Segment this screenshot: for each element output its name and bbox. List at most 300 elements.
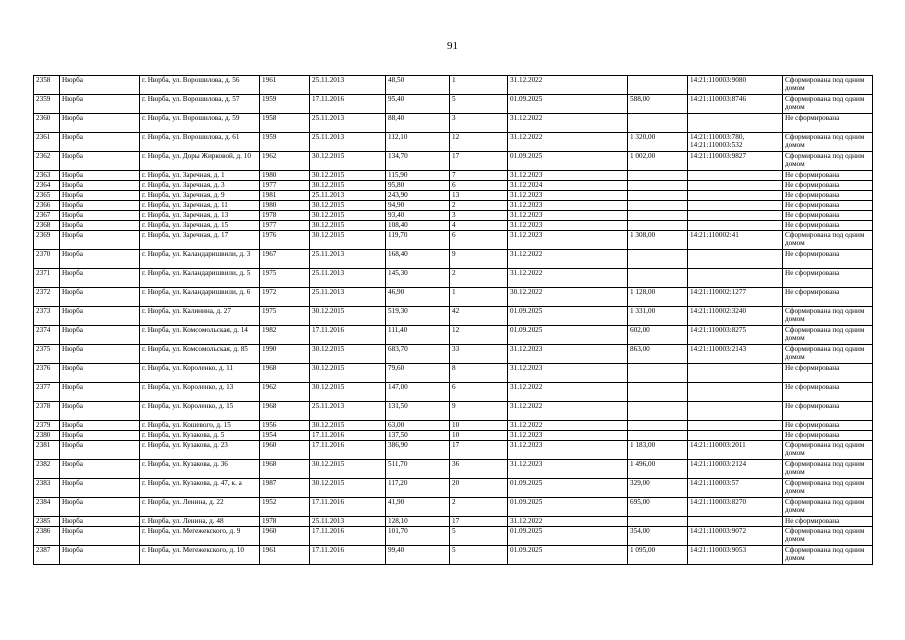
inclusion-date-cell: 25.11.2013	[310, 76, 386, 95]
land-status-cell: Не сформирована	[783, 364, 873, 383]
inclusion-date-cell: 25.11.2013	[310, 114, 386, 133]
cadastral-number-cell	[688, 114, 783, 133]
row-number-cell: 2385	[34, 517, 60, 527]
build-year-cell: 1987	[260, 479, 310, 498]
table-row	[34, 326, 873, 345]
inclusion-date-cell: 30.12.2015	[310, 171, 386, 181]
residents-cell: 1	[450, 288, 508, 307]
build-year-cell: 1977	[260, 221, 310, 231]
row-number-cell: 2386	[34, 527, 60, 546]
cadastral-number-cell	[688, 250, 783, 269]
land-status-cell: Сформирована под одним домом	[783, 307, 873, 326]
inclusion-date-cell: 30.12.2015	[310, 383, 386, 402]
address-cell: г. Нюрба, ул. Заречная, д. 13	[140, 211, 260, 221]
amount-cell: 1 002,00	[628, 152, 688, 171]
inclusion-date-cell: 30.12.2015	[310, 421, 386, 431]
build-year-cell: 1968	[260, 460, 310, 479]
residents-cell: 12	[450, 326, 508, 345]
deadline-cell: 31.12.2024	[508, 181, 628, 191]
table-row	[34, 431, 873, 441]
address-cell: г. Нюрба, ул. Заречная, д. 11	[140, 201, 260, 211]
land-status-cell: Не сформирована	[783, 421, 873, 431]
address-cell: г. Нюрба, ул. Ворошилова, д. 59	[140, 114, 260, 133]
area-cell: 134,70	[386, 152, 450, 171]
residents-cell: 4	[450, 221, 508, 231]
area-cell: 63,00	[386, 421, 450, 431]
table-row	[34, 517, 873, 527]
table-row	[34, 231, 873, 250]
area-cell: 93,40	[386, 211, 450, 221]
address-cell: г. Нюрба, ул. Кошевого, д. 15	[140, 421, 260, 431]
inclusion-date-cell: 30.12.2015	[310, 211, 386, 221]
row-number-cell: 2366	[34, 201, 60, 211]
cadastral-number-cell: 14:21:110003:8275	[688, 326, 783, 345]
residents-cell: 7	[450, 171, 508, 181]
amount-cell	[628, 201, 688, 211]
land-status-cell: Не сформирована	[783, 221, 873, 231]
residents-cell: 10	[450, 431, 508, 441]
cadastral-number-cell	[688, 364, 783, 383]
amount-cell	[628, 191, 688, 201]
inclusion-date-cell: 17.11.2016	[310, 527, 386, 546]
area-cell: 511,70	[386, 460, 450, 479]
residents-cell: 9	[450, 250, 508, 269]
land-status-cell: Не сформирована	[783, 288, 873, 307]
land-status-cell: Сформирована под одним домом	[783, 152, 873, 171]
amount-cell	[628, 114, 688, 133]
cadastral-number-cell	[688, 181, 783, 191]
inclusion-date-cell: 25.11.2013	[310, 269, 386, 288]
table-row	[34, 181, 873, 191]
inclusion-date-cell: 30.12.2015	[310, 307, 386, 326]
locality-cell: Нюрба	[60, 527, 140, 546]
table-row	[34, 527, 873, 546]
row-number-cell: 2383	[34, 479, 60, 498]
cadastral-number-cell	[688, 421, 783, 431]
row-number-cell: 2358	[34, 76, 60, 95]
locality-cell: Нюрба	[60, 95, 140, 114]
land-status-cell: Не сформирована	[783, 431, 873, 441]
area-cell: 119,70	[386, 231, 450, 250]
area-cell: 145,30	[386, 269, 450, 288]
land-status-cell: Не сформирована	[783, 211, 873, 221]
cadastral-number-cell: 14:21:110003:9080	[688, 76, 783, 95]
inclusion-date-cell: 17.11.2016	[310, 441, 386, 460]
address-cell: г. Нюрба, ул. Комсомольская, д. 14	[140, 326, 260, 345]
area-cell: 115,90	[386, 171, 450, 181]
address-cell: г. Нюрба, ул. Ворошилова, д. 57	[140, 95, 260, 114]
row-number-cell: 2367	[34, 211, 60, 221]
area-cell: 117,20	[386, 479, 450, 498]
inclusion-date-cell: 17.11.2016	[310, 546, 386, 565]
residents-cell: 2	[450, 498, 508, 517]
area-cell: 683,70	[386, 345, 450, 364]
row-number-cell: 2359	[34, 95, 60, 114]
area-cell: 41,90	[386, 498, 450, 517]
area-cell: 94,90	[386, 201, 450, 211]
inclusion-date-cell: 25.11.2013	[310, 402, 386, 421]
amount-cell: 1 331,00	[628, 307, 688, 326]
area-cell: 48,50	[386, 76, 450, 95]
inclusion-date-cell: 30.12.2015	[310, 152, 386, 171]
land-status-cell: Сформирована под одним домом	[783, 231, 873, 250]
address-cell: г. Нюрба, ул. Мегежекского, д. 9	[140, 527, 260, 546]
residents-cell: 1	[450, 76, 508, 95]
area-cell: 88,40	[386, 114, 450, 133]
land-status-cell: Сформирована под одним домом	[783, 546, 873, 565]
land-status-cell: Сформирована под одним домом	[783, 95, 873, 114]
build-year-cell: 1954	[260, 431, 310, 441]
deadline-cell: 31.12.2022	[508, 76, 628, 95]
build-year-cell: 1968	[260, 364, 310, 383]
residents-cell: 2	[450, 269, 508, 288]
table-row	[34, 191, 873, 201]
area-cell: 131,50	[386, 402, 450, 421]
row-number-cell: 2369	[34, 231, 60, 250]
locality-cell: Нюрба	[60, 421, 140, 431]
build-year-cell: 1977	[260, 181, 310, 191]
residents-cell: 20	[450, 479, 508, 498]
area-cell: 79,60	[386, 364, 450, 383]
table-row	[34, 133, 873, 152]
locality-cell: Нюрба	[60, 269, 140, 288]
build-year-cell: 1978	[260, 517, 310, 527]
cadastral-number-cell: 14:21:110003:9827	[688, 152, 783, 171]
land-status-cell: Не сформирована	[783, 269, 873, 288]
inclusion-date-cell: 17.11.2016	[310, 95, 386, 114]
residents-cell: 17	[450, 441, 508, 460]
area-cell: 99,40	[386, 546, 450, 565]
land-status-cell: Не сформирована	[783, 171, 873, 181]
address-cell: г. Нюрба, ул. Ленина, д. 22	[140, 498, 260, 517]
table-body	[34, 76, 873, 565]
build-year-cell: 1980	[260, 201, 310, 211]
amount-cell	[628, 76, 688, 95]
cadastral-number-cell	[688, 431, 783, 441]
table-row	[34, 479, 873, 498]
locality-cell: Нюрба	[60, 517, 140, 527]
row-number-cell: 2380	[34, 431, 60, 441]
land-status-cell: Не сформирована	[783, 191, 873, 201]
row-number-cell: 2379	[34, 421, 60, 431]
row-number-cell: 2361	[34, 133, 60, 152]
cadastral-number-cell: 14:21:110003:780, 14:21:110003:532	[688, 133, 783, 152]
amount-cell: 695,00	[628, 498, 688, 517]
inclusion-date-cell: 30.12.2015	[310, 364, 386, 383]
row-number-cell: 2384	[34, 498, 60, 517]
locality-cell: Нюрба	[60, 133, 140, 152]
locality-cell: Нюрба	[60, 441, 140, 460]
deadline-cell: 31.12.2023	[508, 221, 628, 231]
address-cell: г. Нюрба, ул. Короленко, д. 13	[140, 383, 260, 402]
address-cell: г. Нюрба, ул. Мегежекского, д. 10	[140, 546, 260, 565]
land-status-cell: Не сформирована	[783, 250, 873, 269]
address-cell: г. Нюрба, ул. Доры Жирковой, д. 10	[140, 152, 260, 171]
row-number-cell: 2376	[34, 364, 60, 383]
row-number-cell: 2370	[34, 250, 60, 269]
residents-cell: 12	[450, 133, 508, 152]
build-year-cell: 1978	[260, 211, 310, 221]
amount-cell	[628, 364, 688, 383]
residents-cell: 13	[450, 191, 508, 201]
land-status-cell: Не сформирована	[783, 181, 873, 191]
cadastral-number-cell	[688, 211, 783, 221]
build-year-cell: 1981	[260, 191, 310, 201]
housing-register-table	[33, 75, 873, 565]
amount-cell: 588,00	[628, 95, 688, 114]
area-cell: 108,40	[386, 221, 450, 231]
deadline-cell: 01.09.2025	[508, 326, 628, 345]
table-row	[34, 421, 873, 431]
row-number-cell: 2374	[34, 326, 60, 345]
area-cell: 386,90	[386, 441, 450, 460]
cadastral-number-cell: 14:21:110003:2124	[688, 460, 783, 479]
locality-cell: Нюрба	[60, 460, 140, 479]
table-row	[34, 383, 873, 402]
table-row	[34, 221, 873, 231]
deadline-cell: 31.12.2023	[508, 431, 628, 441]
build-year-cell: 1975	[260, 307, 310, 326]
table-row	[34, 171, 873, 181]
residents-cell: 5	[450, 546, 508, 565]
area-cell: 137,50	[386, 431, 450, 441]
cadastral-number-cell	[688, 402, 783, 421]
deadline-cell: 31.12.2023	[508, 171, 628, 181]
table-row	[34, 345, 873, 364]
residents-cell: 33	[450, 345, 508, 364]
deadline-cell: 31.12.2022	[508, 517, 628, 527]
cadastral-number-cell: 14:21:110003:8746	[688, 95, 783, 114]
inclusion-date-cell: 30.12.2015	[310, 479, 386, 498]
address-cell: г. Нюрба, ул. Заречная, д. 17	[140, 231, 260, 250]
area-cell: 147,00	[386, 383, 450, 402]
row-number-cell: 2382	[34, 460, 60, 479]
cadastral-number-cell	[688, 517, 783, 527]
build-year-cell: 1967	[260, 250, 310, 269]
land-status-cell: Сформирована под одним домом	[783, 479, 873, 498]
land-status-cell: Сформирована под одним домом	[783, 76, 873, 95]
table-row	[34, 114, 873, 133]
deadline-cell: 31.12.2022	[508, 114, 628, 133]
area-cell: 112,10	[386, 133, 450, 152]
build-year-cell: 1960	[260, 527, 310, 546]
locality-cell: Нюрба	[60, 345, 140, 364]
locality-cell: Нюрба	[60, 326, 140, 345]
deadline-cell: 31.12.2023	[508, 201, 628, 211]
row-number-cell: 2371	[34, 269, 60, 288]
locality-cell: Нюрба	[60, 546, 140, 565]
amount-cell: 354,00	[628, 527, 688, 546]
cadastral-number-cell: 14:21:110003:9072	[688, 527, 783, 546]
land-status-cell: Сформирована под одним домом	[783, 527, 873, 546]
row-number-cell: 2364	[34, 181, 60, 191]
inclusion-date-cell: 17.11.2016	[310, 431, 386, 441]
row-number-cell: 2378	[34, 402, 60, 421]
inclusion-date-cell: 30.12.2015	[310, 345, 386, 364]
row-number-cell: 2387	[34, 546, 60, 565]
build-year-cell: 1959	[260, 95, 310, 114]
address-cell: г. Нюрба, ул. Заречная, д. 3	[140, 181, 260, 191]
table-row	[34, 460, 873, 479]
row-number-cell: 2381	[34, 441, 60, 460]
page-number: 91	[447, 40, 458, 52]
row-number-cell: 2362	[34, 152, 60, 171]
land-status-cell: Не сформирована	[783, 383, 873, 402]
address-cell: г. Нюрба, ул. Заречная, д. 15	[140, 221, 260, 231]
inclusion-date-cell: 17.11.2016	[310, 498, 386, 517]
row-number-cell: 2365	[34, 191, 60, 201]
amount-cell: 1 128,00	[628, 288, 688, 307]
locality-cell: Нюрба	[60, 383, 140, 402]
address-cell: г. Нюрба, ул. Короленко, д. 15	[140, 402, 260, 421]
inclusion-date-cell: 25.11.2013	[310, 250, 386, 269]
locality-cell: Нюрба	[60, 76, 140, 95]
residents-cell: 9	[450, 402, 508, 421]
area-cell: 519,30	[386, 307, 450, 326]
address-cell: г. Нюрба, ул. Каландаришвили, д. 5	[140, 269, 260, 288]
locality-cell: Нюрба	[60, 171, 140, 181]
land-status-cell: Не сформирована	[783, 402, 873, 421]
locality-cell: Нюрба	[60, 201, 140, 211]
deadline-cell: 01.09.2025	[508, 95, 628, 114]
amount-cell: 602,00	[628, 326, 688, 345]
deadline-cell: 31.12.2023	[508, 211, 628, 221]
deadline-cell: 01.09.2025	[508, 307, 628, 326]
deadline-cell: 01.09.2025	[508, 498, 628, 517]
inclusion-date-cell: 25.11.2013	[310, 191, 386, 201]
row-number-cell: 2360	[34, 114, 60, 133]
land-status-cell: Сформирована под одним домом	[783, 498, 873, 517]
build-year-cell: 1990	[260, 345, 310, 364]
table-row	[34, 364, 873, 383]
deadline-cell: 01.09.2025	[508, 479, 628, 498]
deadline-cell: 31.12.2023	[508, 441, 628, 460]
amount-cell	[628, 269, 688, 288]
inclusion-date-cell: 25.11.2013	[310, 288, 386, 307]
deadline-cell: 31.12.2023	[508, 191, 628, 201]
cadastral-number-cell: 14:21:110003:8270	[688, 498, 783, 517]
build-year-cell: 1962	[260, 383, 310, 402]
land-status-cell: Не сформирована	[783, 517, 873, 527]
cadastral-number-cell	[688, 383, 783, 402]
amount-cell	[628, 221, 688, 231]
locality-cell: Нюрба	[60, 402, 140, 421]
deadline-cell: 31.12.2022	[508, 383, 628, 402]
amount-cell	[628, 250, 688, 269]
locality-cell: Нюрба	[60, 364, 140, 383]
amount-cell: 1 183,00	[628, 441, 688, 460]
address-cell: г. Нюрба, ул. Заречная, д. 9	[140, 191, 260, 201]
amount-cell	[628, 211, 688, 221]
address-cell: г. Нюрба, ул. Ворошилова, д. 61	[140, 133, 260, 152]
build-year-cell: 1982	[260, 326, 310, 345]
cadastral-number-cell	[688, 171, 783, 181]
cadastral-number-cell: 14:21:110002:1277	[688, 288, 783, 307]
address-cell: г. Нюрба, ул. Ворошилова, д. 56	[140, 76, 260, 95]
row-number-cell: 2372	[34, 288, 60, 307]
inclusion-date-cell: 30.12.2015	[310, 201, 386, 211]
cadastral-number-cell: 14:21:110002:3240	[688, 307, 783, 326]
inclusion-date-cell: 30.12.2015	[310, 460, 386, 479]
cadastral-number-cell	[688, 201, 783, 211]
land-status-cell: Не сформирована	[783, 201, 873, 211]
locality-cell: Нюрба	[60, 152, 140, 171]
row-number-cell: 2368	[34, 221, 60, 231]
build-year-cell: 1960	[260, 441, 310, 460]
inclusion-date-cell: 25.11.2013	[310, 517, 386, 527]
residents-cell: 3	[450, 114, 508, 133]
deadline-cell: 31.12.2023	[508, 460, 628, 479]
deadline-cell: 31.12.2022	[508, 269, 628, 288]
land-status-cell: Сформирована под одним домом	[783, 441, 873, 460]
table-row	[34, 211, 873, 221]
residents-cell: 8	[450, 364, 508, 383]
locality-cell: Нюрба	[60, 307, 140, 326]
residents-cell: 6	[450, 231, 508, 250]
residents-cell: 6	[450, 383, 508, 402]
table-row	[34, 76, 873, 95]
amount-cell: 329,00	[628, 479, 688, 498]
locality-cell: Нюрба	[60, 231, 140, 250]
area-cell: 101,70	[386, 527, 450, 546]
residents-cell: 36	[450, 460, 508, 479]
amount-cell	[628, 402, 688, 421]
land-status-cell: Сформирована под одним домом	[783, 460, 873, 479]
table-row	[34, 269, 873, 288]
area-cell: 168,40	[386, 250, 450, 269]
amount-cell	[628, 171, 688, 181]
amount-cell	[628, 421, 688, 431]
amount-cell: 1 496,00	[628, 460, 688, 479]
amount-cell	[628, 181, 688, 191]
deadline-cell: 01.09.2025	[508, 152, 628, 171]
address-cell: г. Нюрба, ул. Каландаришвили, д. 6	[140, 288, 260, 307]
amount-cell	[628, 517, 688, 527]
deadline-cell: 31.12.2022	[508, 133, 628, 152]
cadastral-number-cell: 14:21:110002:41	[688, 231, 783, 250]
row-number-cell: 2373	[34, 307, 60, 326]
table-row	[34, 441, 873, 460]
row-number-cell: 2363	[34, 171, 60, 181]
land-status-cell: Сформирована под одним домом	[783, 326, 873, 345]
residents-cell: 42	[450, 307, 508, 326]
build-year-cell: 1952	[260, 498, 310, 517]
land-status-cell: Сформирована под одним домом	[783, 133, 873, 152]
cadastral-number-cell	[688, 269, 783, 288]
inclusion-date-cell: 25.11.2013	[310, 133, 386, 152]
deadline-cell: 31.12.2022	[508, 250, 628, 269]
locality-cell: Нюрба	[60, 114, 140, 133]
amount-cell	[628, 383, 688, 402]
build-year-cell: 1962	[260, 152, 310, 171]
area-cell: 46,90	[386, 288, 450, 307]
residents-cell: 10	[450, 421, 508, 431]
cadastral-number-cell: 14:21:110003:57	[688, 479, 783, 498]
address-cell: г. Нюрба, ул. Кузакова, д. 47, к. а	[140, 479, 260, 498]
area-cell: 111,40	[386, 326, 450, 345]
area-cell: 95,40	[386, 95, 450, 114]
area-cell: 95,80	[386, 181, 450, 191]
build-year-cell: 1956	[260, 421, 310, 431]
build-year-cell: 1968	[260, 402, 310, 421]
table-row	[34, 307, 873, 326]
table-row	[34, 498, 873, 517]
table-row	[34, 95, 873, 114]
locality-cell: Нюрба	[60, 211, 140, 221]
inclusion-date-cell: 30.12.2015	[310, 221, 386, 231]
locality-cell: Нюрба	[60, 250, 140, 269]
residents-cell: 17	[450, 517, 508, 527]
